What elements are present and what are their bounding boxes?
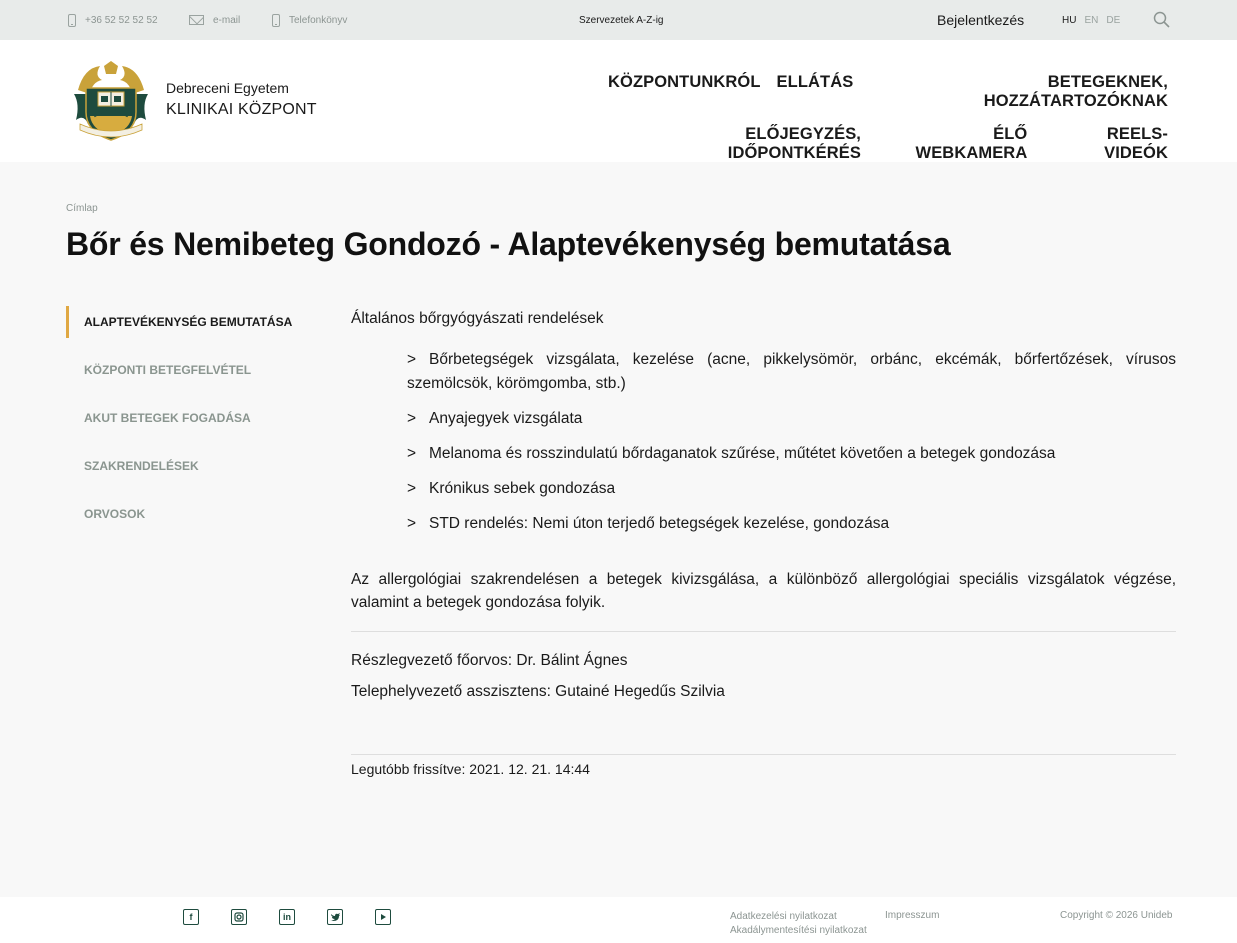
list-item [407,512,1176,536]
list-item [407,407,1176,431]
email-link[interactable] [189,0,240,40]
list-item [407,348,1176,396]
facebook-icon[interactable]: f [183,909,199,925]
list-item [407,442,1176,466]
main-navigation [608,73,1168,177]
list-item-text: STD rendelés: Nemi úton terjedő betegségek kezelése, gondozása [429,515,890,532]
youtube-icon[interactable] [375,909,391,925]
bullet-arrow-icon: > [407,410,417,427]
nav-patients[interactable]: BETEGEKNEK, HOZZÁTARTOZÓKNAK [983,73,1168,110]
bullet-arrow-icon: > [407,351,417,368]
phonebook-link[interactable] [272,0,347,40]
content-lead: Általános bőrgyógyászati rendelések [351,310,604,327]
nav-webcam[interactable]: ÉLŐ WEBKAMERA [915,125,1028,162]
phone-number: +36 52 52 52 52 [85,14,158,26]
breadcrumb[interactable]: Címlap [66,203,98,214]
legal-links [730,910,867,938]
lang-en[interactable]: EN [1084,15,1099,26]
head-doctor: Részlegvezető főorvos: Dr. Bálint Ágnes [351,652,628,669]
privacy-link[interactable]: Adatkezelési nyilatkozat [730,911,837,922]
site-footer [0,897,1237,943]
page-title: Bőr és Nemibeteg Gondozó - Alaptevékenység bemutatása [66,226,951,262]
twitter-icon[interactable] [327,909,343,925]
list-item-text: Bőrbetegségek vizsgálata, kezelése (acne, pikkelysömör, orbánc, ekcémák, bőrfertőzések, vírusos szemölcsök, körömgomba, stb.) [407,351,1176,392]
brand-center: KLINIKAI KÖZPONT [166,101,317,118]
lang-de[interactable]: DE [1106,15,1121,26]
list-item-text: Anyajegyek vizsgálata [429,410,583,427]
brand-text[interactable] [166,80,317,119]
search-icon[interactable] [1153,11,1170,28]
nav-about[interactable]: KÖZPONTUNKRÓL [608,73,761,91]
site-assistant: Telephelyvezető asszisztens: Gutainé Hegedűs Szilvia [351,683,725,700]
bullet-arrow-icon: > [407,480,417,497]
login-link[interactable]: Bejelentkezés [937,12,1025,28]
phonebook-icon [272,14,280,27]
phone-link[interactable] [68,0,158,40]
top-bar [0,0,1237,40]
mail-icon [189,15,204,25]
content-divider [351,631,1176,632]
organizations-az-link[interactable]: Szervezetek A-Z-ig [579,15,664,26]
linkedin-icon[interactable]: in [279,909,295,925]
staff-info [351,652,1176,701]
list-item [407,477,1176,501]
sidebar-item-doctors[interactable]: ORVOSOK [84,507,146,521]
bullet-arrow-icon: > [407,445,417,462]
allergology-paragraph: Az allergológiai szakrendelésen a betegek kivizsgálása, a különböző allergológiai speciális vizsgálatok végzése, valamint a betegek gondozása folyik. [351,571,1176,611]
sidebar-item-specialist-clinics[interactable]: SZAKRENDELÉSEK [84,459,199,473]
sidebar-item-basic-activity[interactable]: ALAPTEVÉKENYSÉG BEMUTATÁSA [66,306,316,338]
main-content [351,306,1176,777]
bullet-arrow-icon: > [407,515,417,532]
accessibility-link[interactable]: Akadálymentesítési nyilatkozat [730,925,867,936]
nav-care[interactable]: ELLÁTÁS [776,73,854,91]
last-updated: Legutóbb frissítve: 2021. 12. 21. 14:44 [351,754,1176,777]
nav-appointments[interactable]: ELŐJEGYZÉS, IDŐPONTKÉRÉS [727,125,861,162]
social-links [183,909,391,925]
site-header [0,40,1237,162]
services-list [351,348,1176,536]
phone-icon [68,14,76,27]
list-item-text: Melanoma és rosszindulatú bőrdaganatok szűrése, műtétet követően a betegek gondozása [429,445,1056,462]
brand-university: Debreceni Egyetem [166,80,289,96]
university-crest-logo[interactable] [70,60,152,142]
sidebar-item-central-admission[interactable]: KÖZPONTI BETEGFELVÉTEL [84,363,252,377]
phonebook-label: Telefonkönyv [289,14,348,26]
section-sidebar [66,306,316,546]
list-item-text: Krónikus sebek gondozása [429,480,616,497]
lang-hu[interactable]: HU [1062,15,1077,26]
email-label: e-mail [213,14,241,26]
copyright: Copyright © 2026 Unideb [1060,910,1173,921]
language-switcher [1062,15,1120,26]
instagram-icon[interactable] [231,909,247,925]
sidebar-item-acute-patients[interactable]: AKUT BETEGEK FOGADÁSA [84,411,251,425]
imprint-link[interactable]: Impresszum [885,910,940,921]
nav-reels[interactable]: REELS-VIDEÓK [1104,125,1168,162]
